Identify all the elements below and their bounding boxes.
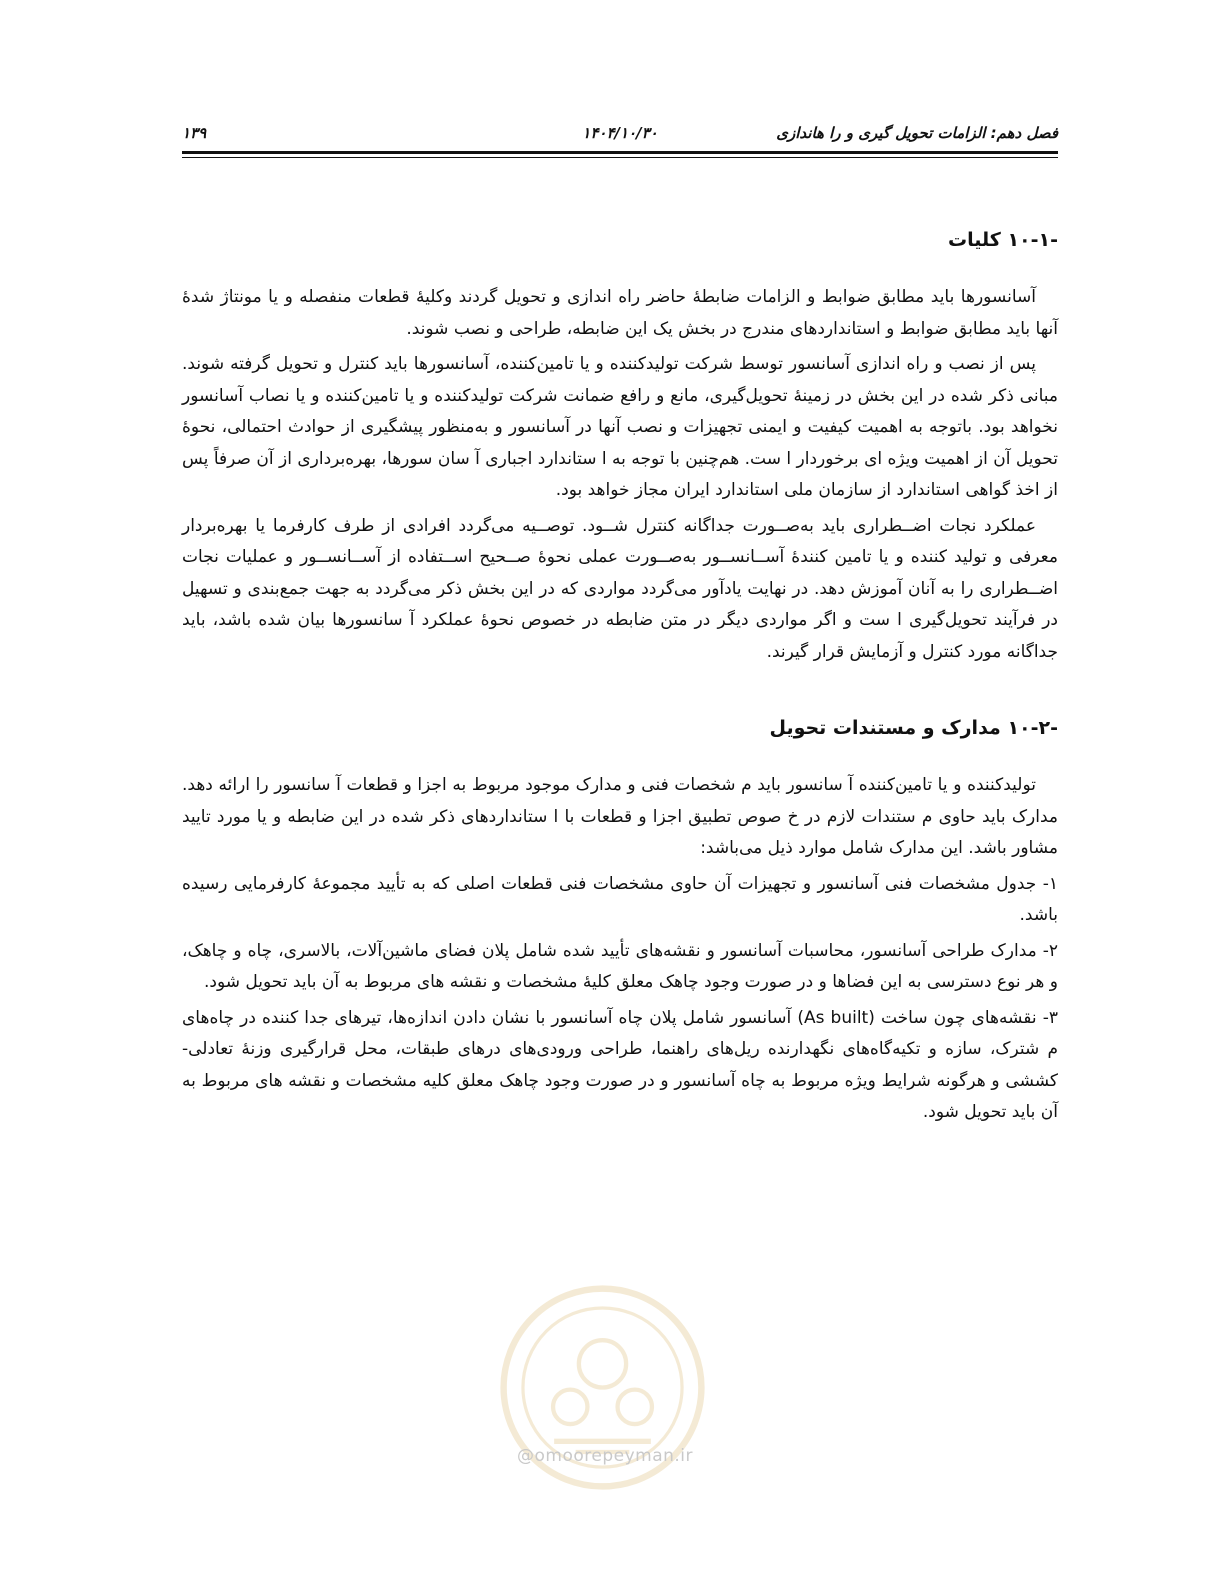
section-title: کلیات bbox=[948, 229, 1001, 251]
paragraph: پس از نصب و راه اندازی آسانسور توسط شرکت تولیدکننده و یا تامین‌کننده، آسانسورها باید کنترل و تحویل گرفته شوند. مبانی ذکر شده در این بخش در زمینۀ تحویل‌گیری، مانع و رافع ضمانت شرکت تولیدکننده و یا تامین‌کننده و یا نصاب آسانسور نخواهد بود. باتوجه به اهمیت کیفیت و ایمنی تجهیزات و نصب آنها در آسانسور و به‌منظور پیشگیری از حوادث احتمالی، نحوۀ تحویل آن از اهمیت ویژه ای برخوردار ا ست. هم‌چنین با توجه به ا ستاندارد اجباری آ سان سورها، بهره‌برداری از آن صرفاً پس از اخذ گواهی استاندارد از سازمان ملی استاندارد ایران مجاز خواهد بود. bbox=[182, 354, 1058, 500]
page-number: ۱۳۹ bbox=[182, 124, 207, 142]
paragraph: آسانسورها باید مطابق ضوابط و الزامات ضابطۀ حاضر راه اندازی و تحویل گردند وکلیۀ قطعات منفصله و یا مونتاژ شدۀ آنها باید مطابق ضوابط و استانداردهای مندرج در بخش یک این ضابطه، طراحی و نصب شوند. bbox=[182, 287, 1058, 339]
list-item: ۱- جدول مشخصات فنی آسانسور و تجهیزات آن حاوی مشخصات فنی قطعات اصلی که به تأیید مجموعۀ کارفرمایی رسیده باشد. bbox=[182, 873, 1058, 925]
section-number: ۱۰-۲- bbox=[1007, 717, 1058, 739]
section-general bbox=[182, 220, 1058, 668]
header-rule-thin bbox=[182, 157, 1058, 158]
section-heading bbox=[182, 708, 1058, 748]
section-number: ۱۰-۱- bbox=[1007, 229, 1058, 251]
running-header bbox=[182, 120, 1058, 148]
chapter-title: فصل دهم: الزامات تحویل گیری و را هاندازی bbox=[776, 124, 1058, 142]
header-date: ۱۴۰۴/۱۰/۳۰ bbox=[582, 124, 658, 142]
header-rule-thick bbox=[182, 151, 1058, 154]
page-body bbox=[182, 220, 1058, 1133]
paragraph: تولیدکننده و یا تامین‌کننده آ سانسور باید م شخصات فنی و مدارک موجود مربوط به اجزا و قطعات آ سانسور را ارائه دهد. مدارک باید حاوی م ستندات لازم در خ صوص تطبیق اجزا و قطعات با ا ستانداردهای ذکر شده در این ضابطه و یا مورد تایید مشاور باشد. این مدارک شامل موارد ذیل می‌باشد: bbox=[182, 775, 1058, 858]
section-heading bbox=[182, 220, 1058, 260]
list-item: ۲- مدارک طراحی آسانسور، محاسبات آسانسور و نقشه‌های تأیید شده شامل پلان فضای ماشین‌آلات، بالاسری، چاه و چاهک، و هر نوع دسترسی به این فضاها و در صورت وجود چاهک معلق کلیۀ مشخصات و نقشه های مربوط به آن باید تحویل شود. bbox=[182, 940, 1058, 992]
paragraph: عملکرد نجات اضــطراری باید به‌صــورت جداگانه کنترل شــود. توصــیه می‌گردد افرادی از طرف کارفرما یا بهره‌بردار معرفی و تولید کننده و یا تامین کنندۀ آســانســور به‌صــورت عملی نحوۀ صــحیح اســتفاده از آســانســور و عملیات نجات اضــطراری را به آنان آموزش دهد. در نهایت یادآور می‌گردد مواردی که در این بخش ذکر می‌گردد به جهت جمع‌بندی و تسهیل در فرآیند تحویل‌گیری ا ست و اگر مواردی دیگر در متن ضابطه در خصوص نحوۀ عملکرد آ سانسورها بیان شده باشد، باید جداگانه مورد کنترل و آزمایش قرار گیرند. bbox=[182, 515, 1058, 662]
section-gap bbox=[182, 672, 1058, 708]
list-item: ۳- نقشه‌های چون ساخت (As built) آسانسور شامل پلان چاه آسانسور با نشان دادن اندازه‌ها، تیرهای جدا کننده در چاه‌های م شترک، سازه و تکیه‌گاه‌های نگهدارنده ریل‌های راهنما، طراحی ورودی‌های درهای طبقات، محل قرارگیری وزنۀ تعادلی-کششی و هرگونه شرایط ویژه مربوط به چاه آسانسور و در صورت وجود چاهک معلق کلیه مشخصات و نقشه های مربوط به آن باید تحویل شود. bbox=[182, 1007, 1058, 1122]
watermark-url: @omoorepeyman.ir bbox=[516, 1446, 694, 1466]
section-delivery-documents bbox=[182, 708, 1058, 1129]
section-title: مدارک و مستندات تحویل bbox=[769, 717, 1001, 739]
